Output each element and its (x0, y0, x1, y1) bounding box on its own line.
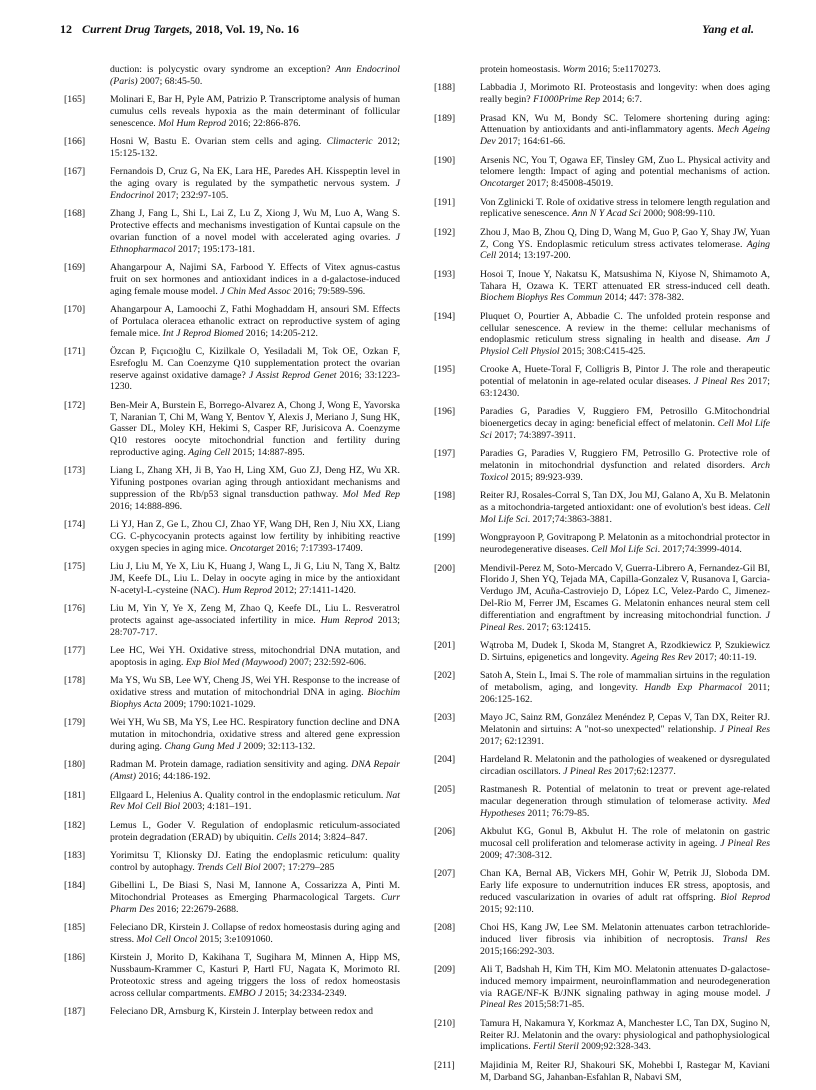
reference-text: Liu J, Liu M, Ye X, Liu K, Huang J, Wang L, Ji G, Liu N, Tang X, Baltz JM, Keefe DL, Liu L. Delay in oocyte aging in mice by the antioxidant N-acetyl-L-cysteine (NAC). (110, 561, 400, 596)
reference-journal: Int J Reprod Biomed (162, 327, 244, 339)
reference-text: Molinari E, Bar H, Pyle AM, Patrizio P. Transcriptome analysis of human cumulus cells reveals hypoxia as the main determinant of follicular senescence. (110, 94, 400, 129)
reference-number: [182] (64, 819, 86, 831)
reference-journal: Worm (562, 64, 586, 75)
reference-number: [204] (434, 754, 456, 766)
reference-volume: 2014; 3:824–847. (296, 831, 368, 843)
reference-entry (64, 94, 400, 129)
reference-text: Paradies G, Paradies V, Ruggiero FM, Petrosillo G. Protective role of melatonin in mitochondrial dysfunction and related disorders. (480, 448, 770, 472)
reference-number: [185] (64, 922, 86, 934)
reference-volume: 2017; 164:61-66. (495, 136, 566, 148)
reference-journal: Hum Reprod (320, 615, 373, 626)
reference-text: Von Zglinicki T. Role of oxidative stress in telomere length regulation and replicative senescence. (480, 196, 770, 220)
reference-entry (64, 208, 400, 255)
reference-text: Pluquet O, Pourtier A, Abbadie C. The unfolded protein response and cellular senescence. A review in the theme: cellular mechanisms of endoplasmic reticulum stress signaling in health and disease. (480, 310, 770, 346)
reference-entry (434, 964, 770, 1011)
reference-journal: Ann Endocrinol (Paris) (110, 64, 401, 87)
reference-number: [169] (64, 262, 86, 274)
reference-number: [181] (64, 789, 86, 801)
reference-text: Akbulut KG, Gonul B, Akbulut H. The role of melatonin on gastric mucosal cell proliferation and telomerase activity in ageing. (480, 826, 770, 850)
reference-text: Gibellini L, De Biasi S, Nasi M, Iannone A, Cossarizza A, Pinti M. Mitochondrial Proteases as Emerging Pharmacological Targets. (110, 880, 400, 903)
reference-text: Radman M. Protein damage, radiation sensitivity and aging. (110, 759, 352, 771)
reference-volume: 2012; 27:1411-1420. (272, 584, 356, 596)
reference-entry (64, 465, 400, 512)
reference-entry (434, 640, 770, 664)
reference-journal: Med Hypotheses (480, 796, 770, 819)
reference-volume: 2000; 908:99-110. (640, 208, 716, 220)
reference-text: Wongprayoon P, Govitrapong P. Melatonin as a mitochondrial protector in neurodegenerative diseases. (480, 532, 770, 556)
reference-entry (64, 790, 400, 814)
reference-volume: 2016; 44:186-192. (136, 771, 211, 783)
reference-number: [176] (64, 603, 86, 615)
reference-text: Fernandois D, Cruz G, Na EK, Lara HE, Paredes AH. Kisspeptin level in the aging ovary is regulated by the sympathetic nervous system. (110, 166, 400, 190)
reference-journal: Ageing Res Rev (631, 651, 693, 663)
reference-entry (64, 880, 400, 915)
reference-journal: Cell Mol Life Sci (480, 418, 770, 442)
reference-journal: Transl Res (722, 933, 771, 945)
reference-journal: Aging Cell (188, 447, 231, 459)
reference-journal: Biochem Biophys Res Commun (480, 292, 603, 304)
reference-text: Kirstein J, Morito D, Kakihana T, Sugihara M, Minnen A, Hipp MS, Nussbaum-Krammer C, Kasturi P, Hartl FU, Nagata K, Morimoto RI. Proteotoxic stress and ageing triggers the loss of redox homeostasis across cellular compartments. (110, 952, 400, 999)
reference-volume: . 2017; 63:12415. (521, 621, 591, 633)
reference-journal: J Pineal Res (563, 765, 612, 777)
reference-text: Hosni W, Bastu E. Ovarian stem cells and aging. (110, 136, 327, 148)
reference-entry (434, 113, 770, 148)
reference-text: Ahangarpour A, Najimi SA, Farbood Y. Effects of Vitex agnus-castus fruit on sex hormones and antioxidant indices in a d-galactose-induced aging female mouse model. (110, 262, 400, 297)
reference-text: Özcan P, Fıçıcıoğlu C, Kizilkale O, Yesiladali M, Tok OE, Ozkan F, Esrefoglu M. Can Coenzyme Q10 supplementation protect the ovarian reserve against oxidative damage? (110, 346, 400, 381)
page-header (60, 22, 754, 40)
reference-journal: Mech Ageing Dev (480, 124, 770, 148)
reference-journal: J Pineal Res (719, 723, 770, 735)
reference-text: Wątroba M, Dudek I, Skoda M, Stangret A, Rzodkiewicz P, Szukiewicz D. Sirtuins, epigenetics and longevity. (480, 639, 770, 663)
reference-number: [198] (434, 490, 456, 502)
reference-volume: 2015; 92:110. (480, 903, 534, 915)
reference-number: [199] (434, 532, 456, 544)
reference-number: [200] (434, 562, 456, 574)
reference-journal: Chang Gung Med J (164, 740, 242, 752)
reference-volume: 2016; 7:17393-17409. (273, 542, 363, 554)
reference-journal: J Pineal Res (480, 987, 770, 1011)
reference-journal: J Pineal Res (694, 376, 745, 388)
reference-entry (64, 400, 400, 459)
reference-entry (434, 448, 770, 483)
reference-volume: 2016; 22:2679-2688. (154, 903, 239, 915)
reference-number: [211] (434, 1059, 455, 1071)
reference-journal: J Endocrinol (110, 178, 400, 201)
reference-journal: Biol Reprod (720, 891, 770, 903)
reference-volume: 2016; 14:888-896. (110, 500, 183, 512)
reference-text: Labbadia J, Morimoto RI. Proteostasis and longevity: when does aging really begin? (480, 82, 770, 106)
reference-text: Arsenis NC, You T, Ogawa EF, Tinsley GM, Zuo L. Physical activity and telomere length: Impact of aging and potential mechanisms of action. (480, 154, 770, 178)
reference-text: Lemus L, Goder V. Regulation of endoplasmic reticulum-associated protein degradation (ERAD) by ubiquitin. (110, 819, 400, 843)
reference-volume: 2017; 40:11-19. (692, 651, 757, 663)
reference-volume: 2015;166:292-303. (480, 945, 555, 957)
reference-entry (434, 490, 770, 525)
reference-journal: F1000Prime Rep (533, 94, 600, 106)
reference-entry (434, 269, 770, 304)
reference-journal: Mol Cell Oncol (136, 933, 198, 945)
reference-number: [180] (64, 759, 86, 771)
reference-journal: Mol Hum Reprod (158, 117, 227, 129)
reference-text: Wei YH, Wu SB, Ma YS, Lee HC. Respiratory function decline and DNA mutation in mitochondria, oxidative stress and altered gene expression during aging. (110, 717, 400, 752)
reference-entry (64, 346, 400, 393)
reference-text: Choi HS, Kang JW, Lee SM. Melatonin attenuates carbon tetrachloride-induced liver fibrosis via inhibition of necroptosis. (480, 922, 770, 945)
reference-volume: 2009;92:328-343. (578, 1041, 651, 1053)
reference-journal: Hum Reprod (222, 584, 273, 596)
reference-entry (64, 519, 400, 554)
reference-text: Mendivil-Perez M, Soto-Mercado V, Guerra-Librero A, Fernandez-Gil BI, Florido J, Shen YQ, Tejada MA, Capilla-Gonzalez V, Rusanova I, Garcia-Verdugo JM, Acuña-Castroviejo D, López LC, Velez-Pardo C, Jimenez-Del-Rio M, Ferrer JM, Escames G. Melatonin enhances neural stem cell differentiation and engraftment by increasing mitochondrial function. (480, 562, 770, 621)
reference-volume: 2011; 206:125-162. (480, 681, 770, 705)
reference-number: [179] (64, 717, 86, 729)
reference-text: Hosoi T, Inoue Y, Nakatsu K, Matsushima N, Kiyose N, Shimamoto A, Tahara H, Ozawa K. TERT attenuated ER stress-induced cell death. (480, 268, 770, 292)
reference-number: [187] (64, 1006, 86, 1018)
reference-volume: 2017; 74:3897-3911. (491, 430, 576, 442)
reference-volume: 2017; 63:12430. (480, 376, 770, 400)
reference-journal: Arch Toxicol (480, 460, 770, 484)
reference-text: Crooke A, Huete-Toral F, Colligris B, Pintor J. The role and therapeutic potential of melatonin in age-related ocular diseases. (480, 364, 770, 388)
reference-text: duction: is polycystic ovary syndrome an exception? (110, 64, 336, 75)
reference-volume: 2009; 1790:1021-1029. (161, 698, 256, 710)
reference-volume: 2017; 8:45008-45019. (524, 178, 614, 190)
reference-text: Ali T, Badshah H, Kim TH, Kim MO. Melatonin attenuates D-galactose-induced memory impairment, neuroinflammation and neurodegeneration via RAGE/NF-K B/JNK signaling pathway in aging mouse model. (480, 964, 770, 999)
reference-entry (434, 712, 770, 747)
reference-entry (434, 1018, 770, 1053)
reference-number: [207] (434, 868, 456, 880)
reference-entry (434, 155, 770, 190)
reference-number: [184] (64, 880, 86, 892)
reference-entry (64, 717, 400, 752)
reference-volume: 2017; 232:97-105. (153, 189, 229, 201)
reference-number: [171] (64, 346, 86, 358)
reference-volume: 2007; 68:45-50. (137, 75, 203, 87)
reference-volume: 2009; 32:113-132. (241, 740, 316, 752)
reference-number: [166] (64, 136, 86, 148)
reference-text: Lee HC, Wei YH. Oxidative stress, mitochondrial DNA mutation, and apoptosis in aging. (110, 645, 400, 668)
reference-entry (64, 645, 400, 669)
reference-journal: Climacteric (326, 136, 373, 148)
reference-entry (434, 826, 770, 861)
reference-volume: 2017; 62:12391. (480, 735, 544, 747)
reference-volume: 2016; 14:205-212. (243, 327, 318, 339)
reference-journal: Curr Pharm Des (110, 891, 400, 915)
reference-entry (64, 304, 400, 339)
reference-entry (64, 850, 400, 874)
reference-text: Li YJ, Han Z, Ge L, Zhou CJ, Zhao YF, Wang DH, Ren J, Niu XX, Liang CG. C-phycocyanin protects against low fertility by inhibiting reactive oxygen species in aging mice. (110, 519, 400, 554)
reference-number: [194] (434, 310, 456, 322)
reference-journal: Am J Physiol Cell Physiol (480, 334, 770, 358)
reference-volume: 2013; 28:707-717. (110, 615, 400, 638)
reference-entry (434, 563, 770, 634)
reference-entry (434, 364, 770, 399)
reference-volume: 2007; 232:592-606. (286, 656, 367, 668)
reference-journal: Oncotarget (229, 542, 274, 554)
reference-entry (64, 561, 400, 596)
reference-journal: Fertil Steril (533, 1041, 579, 1053)
reference-entry (434, 227, 770, 262)
reference-entry (434, 532, 770, 556)
reference-journal: Mol Med Rep (342, 489, 400, 501)
reference-volume: 2015; 308:C415-425. (559, 346, 646, 358)
reference-journal: J Pineal Res (720, 838, 770, 850)
reference-journal: Nat Rev Mol Cell Biol (110, 789, 400, 813)
reference-entry (434, 922, 770, 957)
reference-text: Ellgaard L, Helenius A. Quality control in the endoplasmic reticulum. (110, 789, 386, 801)
reference-number: [170] (64, 304, 86, 316)
reference-text: Yorimitsu T, Klionsky DJ. Eating the endoplasmic reticulum: quality control by autophagy. (110, 849, 400, 873)
reference-number: [190] (434, 154, 456, 166)
reference-text: protein homeostasis. (480, 64, 563, 75)
reference-entry (64, 820, 400, 844)
reference-volume: 2016; 79:589-596. (290, 285, 366, 297)
reference-number: [178] (64, 675, 86, 687)
reference-number: [195] (434, 364, 456, 376)
reference-journal: J Chin Med Assoc (220, 285, 291, 297)
reference-volume: . 2017;74:3863-3881. (527, 514, 612, 526)
reference-number: [177] (64, 645, 86, 657)
reference-number: [167] (64, 166, 86, 178)
reference-entry (64, 675, 400, 710)
reference-volume: 2015; 34:2334-2349. (262, 987, 347, 999)
reference-entry (434, 82, 770, 106)
reference-number: [208] (434, 922, 456, 934)
reference-number: [172] (64, 399, 86, 411)
reference-volume: 2014; 13:197-200. (496, 250, 571, 262)
reference-entry (434, 406, 770, 441)
reference-text: Majidinia M, Reiter RJ, Shakouri SK, Mohebbi I, Rastegar M, Kaviani M, Darband SG, Jahanban-Esfahlan R, Nabavi SM, (480, 1059, 770, 1083)
reference-number: [202] (434, 670, 456, 682)
reference-number: [206] (434, 826, 456, 838)
reference-number: [193] (434, 268, 456, 280)
reference-text: Paradies G, Paradies V, Ruggiero FM, Petrosillo G.Mitochondrial bioenergetics decay in aging: beneficial effect of melatonin. (480, 406, 770, 430)
reference-text: Ahangarpour A, Lamoochi Z, Fathi Moghaddam H, ansouri SM. Effects of Portulaca oleracea ethanolic extract on reproductive system of aging female mice. (110, 304, 400, 339)
reference-entry (64, 952, 400, 999)
reference-volume: 2014; 447: 378-382. (602, 292, 684, 304)
reference-journal: Aging Cell (480, 238, 770, 262)
reference-number: [186] (64, 952, 86, 964)
page-number: 12 (60, 22, 72, 36)
reference-number: [174] (64, 519, 86, 531)
reference-volume: 2009; 47:308-312. (480, 849, 553, 861)
reference-text: Hardeland R. Melatonin and the pathologies of weakened or dysregulated circadian oscillators. (480, 754, 770, 777)
reference-volume: 2007; 17:279–285 (260, 861, 335, 873)
reference-entry (64, 603, 400, 638)
reference-journal: J Ethnopharmacol (110, 231, 400, 255)
reference-journal: Exp Biol Med (Maywood) (185, 656, 287, 668)
reference-journal: Trends Cell Biol (197, 861, 261, 873)
reference-volume: 2003; 4:181–191. (180, 801, 252, 813)
reference-entry (64, 136, 400, 160)
reference-journal: Oncotarget (480, 178, 525, 190)
running-authors: Yang et al. (702, 22, 754, 36)
reference-entry (64, 1006, 400, 1018)
reference-number: [188] (434, 82, 456, 94)
reference-volume: . 2017;74:3999-4014. (657, 544, 742, 556)
reference-journal: Ann N Y Acad Sci (571, 208, 641, 220)
reference-text: Chan KA, Bernal AB, Vickers MH, Gohir W, Petrik JJ, Sloboda DM. Early life exposure to undernutrition induces ER stress, apoptosis, and reduced vascularization in ovaries of adult rat offspring. (480, 868, 770, 903)
reference-volume: 2017; 195:173-181. (175, 243, 255, 255)
reference-volume: 2011; 76:79-85. (524, 807, 590, 819)
reference-journal: Biochim Biophys Acta (110, 687, 400, 710)
references-right-column (434, 64, 770, 1090)
reference-entry (434, 311, 770, 358)
reference-journal: Handb Exp Pharmacol (644, 681, 742, 693)
reference-number: [196] (434, 406, 456, 418)
reference-volume: 2015; 3:e1091060. (197, 933, 273, 945)
journal-details: 2018, Vol. 19, No. 16 (192, 22, 299, 36)
reference-text: Liu M, Yin Y, Ye X, Zeng M, Zhao Q, Keefe DL, Liu L. Resveratrol protects against age-associated infertility in mice. (110, 603, 400, 626)
reference-number: [189] (434, 112, 456, 124)
reference-number: [209] (434, 964, 456, 976)
journal-citation (82, 22, 299, 37)
journal-name: Current Drug Targets, (82, 22, 193, 36)
reference-journal: DNA Repair (Amst) (110, 759, 400, 783)
reference-volume: 2017;62:12377. (611, 765, 676, 777)
reference-entry (434, 64, 770, 76)
reference-number: [210] (434, 1017, 456, 1029)
reference-volume: 2015; 89:923-939. (508, 472, 583, 484)
reference-text: Zhang J, Fang L, Shi L, Lai Z, Lu Z, Xiong J, Wu M, Luo A, Wang S. Protective effects and mechanisms investigation of Kuntai capsule on the ovarian function of a novel model with accelerated aging ovaries. (110, 208, 400, 243)
reference-text: Feleciano DR, Arnsburg K, Kirstein J. Interplay between redox and (110, 1006, 374, 1018)
reference-text: Reiter RJ, Rosales-Corral S, Tan DX, Jou MJ, Galano A, Xu B. Melatonin as a mitochondria-targeted antioxidant: one of evolution's best ideas. (480, 490, 770, 514)
reference-text: Ben-Meir A, Burstein E, Borrego-Alvarez A, Chong J, Wong E, Yavorska T, Naranian T, Chi M, Wang Y, Bentov Y, Alexis J, Meriano J, Sung HK, Gasser DL, Moley KH, Hekimi S, Casper RF, Jurisicova A. Coenzyme Q10 restores oocyte mitochondrial function and fertility during reproductive aging. (110, 399, 400, 459)
reference-number: [191] (434, 196, 456, 208)
reference-number: [183] (64, 849, 86, 861)
reference-entry (434, 670, 770, 705)
reference-entry (64, 166, 400, 201)
reference-text: Tamura H, Nakamura Y, Korkmaz A, Manchester LC, Tan DX, Sugino N, Reiter RJ. Melatonin and the ovary: physiological and pathophysiological implications. (480, 1017, 770, 1053)
reference-journal: J Assist Reprod Genet (248, 369, 337, 381)
reference-number: [192] (434, 226, 456, 238)
reference-entry (434, 754, 770, 778)
reference-journal: Cell Mol Life Sci (480, 502, 770, 526)
reference-entry (64, 759, 400, 783)
reference-volume: 2016; 33:1223-1230. (110, 369, 400, 393)
reference-entry (434, 1060, 770, 1084)
reference-text: Liang L, Zhang XH, Ji B, Yao H, Ling XM, Guo ZJ, Deng HZ, Wu XR. Yifuning postpones ovarian aging through antioxidant mechanisms and suppression of the Rb/p53 signal transduction pathway. (110, 465, 400, 501)
reference-number: [165] (64, 94, 86, 106)
reference-text: Satoh A, Stein L, Imai S. The role of mammalian sirtuins in the regulation of metabolism, aging, and longevity. (480, 670, 770, 693)
reference-text: Prasad KN, Wu M, Bondy SC. Telomere shortening during aging: Attenuation by antioxidants and anti-inflammatory agents. (480, 112, 770, 136)
reference-text: Zhou J, Mao B, Zhou Q, Ding D, Wang M, Guo P, Gao Y, Shay JW, Yuan Z, Cong YS. Endoplasmic reticulum stress activates telomerase. (480, 226, 770, 250)
reference-journal: J Pineal Res (480, 609, 770, 633)
reference-volume: 2012; 15:125-132. (110, 136, 400, 159)
reference-entry (64, 262, 400, 297)
reference-journal: EMBO J (228, 987, 263, 999)
reference-number: [173] (64, 465, 86, 477)
reference-entry (434, 197, 770, 221)
reference-text: Ma YS, Wu SB, Lee WY, Cheng JS, Wei YH. Response to the increase of oxidative stress and mutation of mitochondrial DNA in aging. (110, 675, 400, 699)
reference-number: [168] (64, 208, 86, 220)
reference-volume: 2016; 5:e1170273. (585, 64, 661, 75)
reference-volume: 2014; 6:7. (599, 94, 642, 106)
reference-number: [201] (434, 639, 456, 651)
reference-entry (434, 868, 770, 915)
reference-number: [175] (64, 561, 86, 573)
reference-volume: 2016; 22:866-876. (226, 117, 301, 129)
reference-journal: Cell Mol Life Sci (591, 544, 658, 556)
reference-number: [203] (434, 712, 456, 724)
references-left-column (64, 64, 400, 1024)
reference-journal: Cells (276, 831, 297, 843)
reference-number: [197] (434, 448, 456, 460)
reference-entry (64, 922, 400, 946)
reference-number: [205] (434, 784, 456, 796)
reference-entry (434, 784, 770, 819)
reference-text: Feleciano DR, Kirstein J. Collapse of redox homeostasis during aging and stress. (110, 922, 400, 945)
reference-volume: 2015;58:71-85. (521, 999, 585, 1011)
reference-volume: 2015; 14:887-895. (230, 447, 305, 459)
reference-entry (64, 64, 400, 88)
reference-text: Rastmanesh R. Potential of melatonin to treat or prevent age-related macular degeneration through stimulation of telomerase activity. (480, 784, 770, 808)
reference-text: Mayo JC, Sainz RM, González Menéndez P, Cepas V, Tan DX, Reiter RJ. Melatonin and sirtuins: A "not-so unexpected" relationship. (480, 712, 770, 735)
